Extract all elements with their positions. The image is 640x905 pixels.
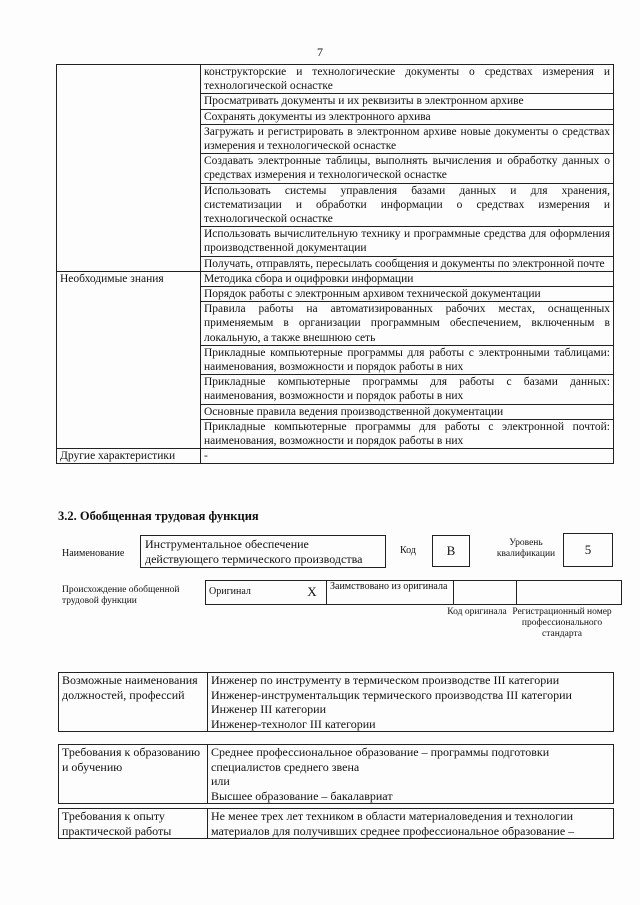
experience-text: Не менее трех лет техником в области материаловедения и технологии материалов для получивших среднее профессиональное образование – <box>208 809 614 839</box>
table-row-text: Прикладные компьютерные программы для работы с базами данных: наименования, возможности и порядок работы в них <box>201 375 614 404</box>
table-row-text: Порядок работы с электронным архивом технической документации <box>201 287 614 302</box>
level-value-box <box>563 533 613 567</box>
section-title: 3.2. Обобщенная трудовая функция <box>58 509 259 523</box>
origin-label: Происхождение обобщенной трудовой функции <box>62 585 180 606</box>
table-row-text: - <box>201 449 614 464</box>
education-line: Высшее образование – бакалавриат <box>211 788 393 803</box>
table-row-text: Получать, отправлять, пересылать сообщения и документы по электронной почте <box>201 256 614 271</box>
original-mark: X <box>298 581 327 605</box>
original-label: Оригинал <box>206 581 299 605</box>
borrowed-label: Заимствовано из оригинала <box>327 581 454 605</box>
table-row-text: Сохранять документы из электронного архива <box>201 109 614 124</box>
education-label: Требования к образованию и обучению <box>59 745 208 804</box>
experience-table <box>58 808 614 839</box>
code-original-cell <box>454 581 517 605</box>
reg-number-cell <box>517 581 622 605</box>
education-list <box>208 745 614 804</box>
table-row-text: Использовать вычислительную технику и программные средства для оформления производственной документации <box>201 227 614 256</box>
level-value: 5 <box>584 542 592 557</box>
table-row-text: Создавать электронные таблицы, выполнять вычисления и обработку данных о средствах измерения и технологической оснастке <box>201 154 614 183</box>
name-value-box <box>140 535 386 568</box>
position-item: Инженер III категории <box>211 702 326 716</box>
table-row-text: Прикладные компьютерные программы для работы с электронными таблицами: наименования, возможности и порядок работы в них <box>201 345 614 374</box>
education-line: или <box>211 774 230 788</box>
code-label: Код <box>400 545 416 556</box>
table-row-text: Правила работы на автоматизированных рабочих местах, оснащенных применяемым в организации программным обеспечением, включенным в локальную, а также внешнюю сеть <box>201 302 614 346</box>
reg-number-label: Регистрационный номер профессионального стандарта <box>512 607 612 639</box>
origin-table <box>205 580 622 605</box>
education-table <box>58 744 614 804</box>
table-row-text: конструкторские и технологические документы о средствах измерения и технологической оснастке <box>201 65 614 94</box>
row-group-label: Другие характеристики <box>57 449 201 464</box>
level-label: Уровень квалификации <box>496 538 556 559</box>
education-line: Среднее профессиональное образование – программы подготовки специалистов среднего звена <box>211 745 550 774</box>
table-row-text: Просматривать документы и их реквизиты в электронном архиве <box>201 94 614 109</box>
table-row-text: Основные правила ведения производственной документации <box>201 404 614 419</box>
table-row-text: Методика сбора и оцифровки информации <box>201 271 614 286</box>
positions-label: Возможные наименования должностей, профессий <box>59 673 208 732</box>
name-label: Наименование <box>62 548 125 559</box>
code-value: B <box>446 543 456 558</box>
table-row-text: Загружать и регистрировать в электронном архиве новые документы о средствах измерения и технологической оснастке <box>201 124 614 153</box>
name-value: Инструментальное обеспечение действующего термического производства <box>145 537 363 566</box>
positions-list <box>208 673 614 732</box>
table-row-text: Использовать системы управления базами данных и для хранения, систематизации и обработки информации о средствах измерения и технологической оснастке <box>201 183 614 227</box>
experience-label: Требования к опыту практической работы <box>59 809 208 839</box>
position-item: Инженер-технолог III категории <box>211 716 376 731</box>
code-original-label: Код оригинала <box>447 607 507 617</box>
page-number: 7 <box>317 45 323 59</box>
table-row-text: Прикладные компьютерные программы для работы с электронной почтой: наименования, возможности и порядок работы в них <box>201 419 614 448</box>
position-item: Инженер-инструментальщик термического производства III категории <box>211 687 572 702</box>
positions-table <box>58 672 614 732</box>
position-item: Инженер по инструменту в термическом производстве III категории <box>211 673 560 687</box>
row-group-label <box>57 65 201 272</box>
skills-knowledge-table <box>56 64 614 464</box>
code-value-box <box>432 535 470 567</box>
row-group-label: Необходимые знания <box>57 271 201 448</box>
